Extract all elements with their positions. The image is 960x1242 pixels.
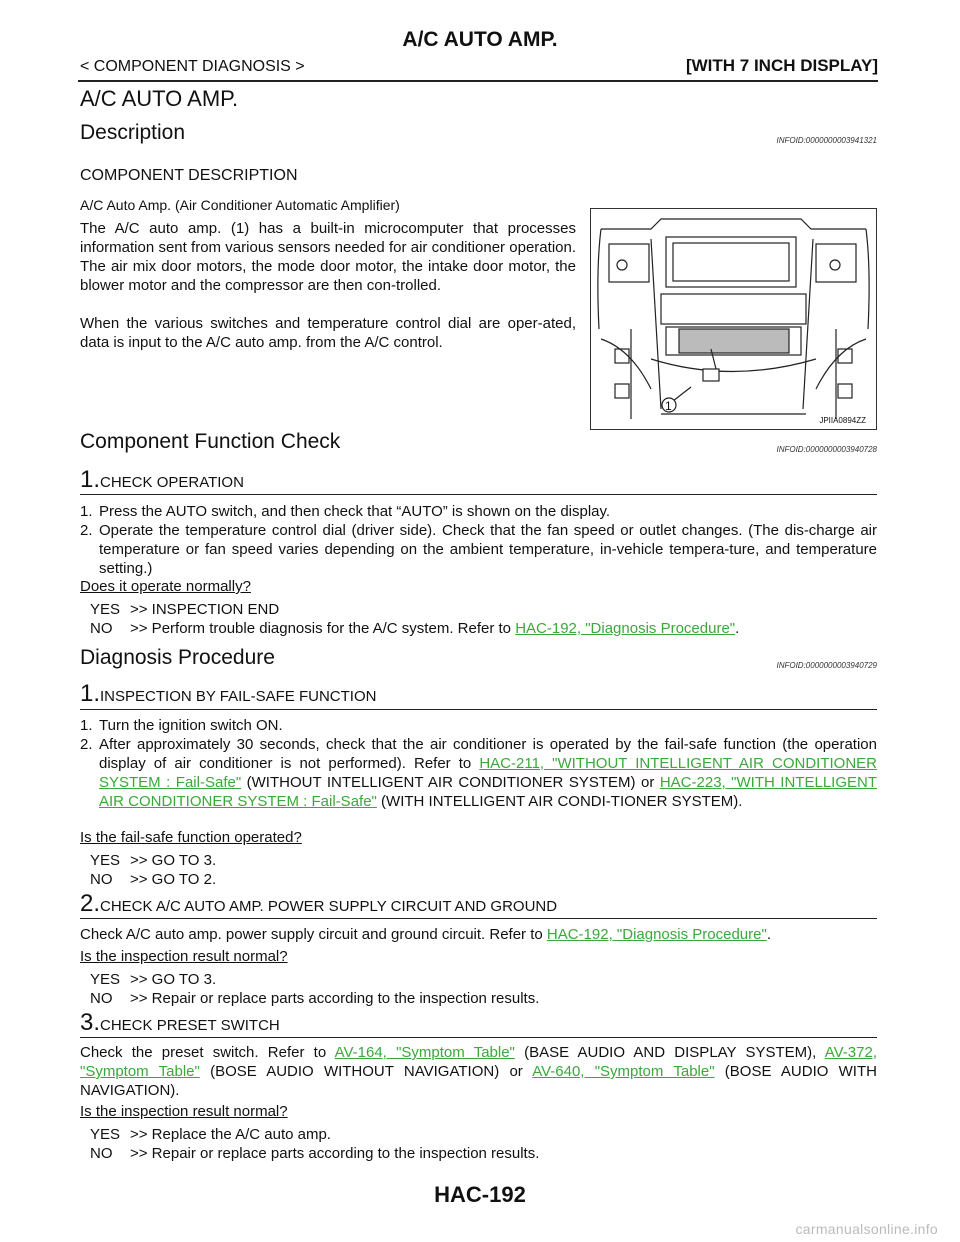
header-divider (78, 80, 878, 82)
diagnosis-step-1-question: Is the fail-safe function operated? (80, 829, 302, 846)
function-check-answers (90, 600, 739, 638)
list-item: 1. Press the AUTO switch, and then check that “AUTO” is shown on the display. (80, 503, 611, 520)
diagnosis-step-2-answers (90, 970, 539, 1008)
diagnosis-step-3-answers (90, 1125, 539, 1163)
watermark: carmanualsonline.info (795, 1221, 938, 1237)
model-label: [WITH 7 INCH DISPLAY] (685, 56, 878, 75)
answer-yes: YES >> GO TO 3. (90, 971, 217, 988)
answer-no: NO >> Repair or replace parts according to the inspection results. (90, 990, 540, 1007)
diagnosis-step-2-question: Is the inspection result normal? (80, 948, 288, 965)
page-code: HAC-192 (434, 1182, 526, 1207)
av-372-link[interactable]: AV-372, "Symptom Table" (80, 1044, 877, 1080)
av-164-link[interactable]: AV-164, "Symptom Table" (334, 1044, 515, 1061)
diagnosis-step-1-answers (90, 851, 216, 889)
list-item: 2. Operate the temperature control dial (driver side). Check that the fan speed or outlet changes. (The dis-charge air temperature or fan speed varies depending on the ambient temperature, in-vehicle tempera-ture, and temperature setting.) (80, 522, 877, 577)
diagnosis-procedure-link-2[interactable]: HAC-192, "Diagnosis Procedure" (546, 926, 767, 943)
function-check-question: Does it operate normally? (80, 578, 251, 595)
diagnosis-step-2-body: Check A/C auto amp. power supply circuit and ground circuit. Refer to HAC-192, "Diagnosis Procedure". (80, 926, 771, 943)
answer-no: NO >> Repair or replace parts according to the inspection results. (90, 1145, 540, 1162)
component-description-heading: COMPONENT DESCRIPTION (80, 167, 298, 184)
step-number: 2. (80, 890, 101, 917)
function-check-step-1 (80, 466, 244, 494)
answer-yes: YES >> Replace the A/C auto amp. (90, 1126, 331, 1143)
step-divider (80, 494, 877, 495)
breadcrumb: < COMPONENT DIAGNOSIS > (80, 58, 305, 75)
function-check-heading: Component Function Check (80, 430, 341, 453)
amp-unit-shape (679, 329, 789, 353)
diagnosis-infoid: INFOID:0000000003940729 (776, 661, 877, 670)
header-title: A/C AUTO AMP. (402, 28, 558, 51)
list-item: 1. Turn the ignition switch ON. (80, 717, 283, 734)
page-heading: A/C AUTO AMP. (80, 86, 239, 111)
diagnosis-procedure-link[interactable]: HAC-192, "Diagnosis Procedure" (515, 620, 736, 637)
diagnosis-step-3-body: Check the preset switch. Refer to AV-164, "Symptom Table" (BASE AUDIO AND DISPLAY SYSTEM), AV-372, "Symptom Table" (BOSE AUDIO WITHOUT NAVIGATION) or AV-640, "Symptom Table" (BOSE AUDIO WITH NAVIGATION). (80, 1044, 877, 1099)
function-check-infoid: INFOID:0000000003940728 (776, 445, 877, 454)
dashboard-illustration (591, 209, 876, 429)
callout-number: 1 (665, 399, 672, 413)
step-number: 3. (80, 1009, 101, 1036)
answer-no: NO >> Perform trouble diagnosis for the A/C system. Refer to HAC-192, "Diagnosis Procedure". (90, 620, 740, 637)
step-number: 1. (80, 466, 101, 493)
diagnosis-step-1 (80, 680, 376, 708)
step-divider (80, 918, 877, 919)
step-title: INSPECTION BY FAIL-SAFE FUNCTION (100, 688, 377, 705)
diagnosis-step-3-question: Is the inspection result normal? (80, 1103, 288, 1120)
diagnosis-step-2 (80, 890, 557, 918)
diagnosis-heading: Diagnosis Procedure (80, 646, 275, 669)
step-divider (80, 709, 877, 710)
answer-yes: YES >> GO TO 3. (90, 852, 217, 869)
description-heading: Description (80, 121, 186, 144)
description-para-2: When the various switches and temperature control dial are oper-ated, data is input to the A/C auto amp. from the A/C control. (80, 315, 576, 351)
figure-code: JPIIA0894ZZ (819, 416, 866, 425)
step-number: 1. (80, 680, 101, 707)
description-infoid: INFOID:0000000003941321 (776, 136, 877, 145)
list-item: 2. After approximately 30 seconds, check that the air conditioner is operated by the fail-safe function (the operation display of air conditioner is not performed). Refer to HAC-211, "WITHOUT INTELLIGENT AIR CONDITIONER SYSTEM : Fail-Safe" (WITHOUT INTELLIGENT AIR CONDITIONER SYSTEM) or HAC-223, "WITH INTELLIGENT AIR CONDITIONER SYSTEM : Fail-Safe" (WITH INTELLIGENT AIR CONDI-TIONER SYSTEM). (80, 736, 877, 810)
fail-safe-without-link[interactable]: HAC-211, "WITHOUT INTELLIGENT AIR CONDITIONER SYSTEM : Fail-Safe" (99, 755, 877, 791)
diagnosis-step-1-list (80, 716, 877, 811)
step-title: CHECK OPERATION (100, 474, 244, 491)
av-640-link[interactable]: AV-640, "Symptom Table" (532, 1063, 715, 1080)
diagnosis-step-3 (80, 1009, 280, 1037)
description-para-1: The A/C auto amp. (1) has a built-in microcomputer that processes information sent from various sensors needed for air conditioner operation. The air mix door motors, the mode door motor, the intake door motor, the blower motor and the compressor are then con-trolled. (80, 220, 576, 294)
function-check-list (80, 502, 877, 578)
answer-yes: YES >> INSPECTION END (90, 601, 280, 618)
step-title: CHECK A/C AUTO AMP. POWER SUPPLY CIRCUIT AND GROUND (100, 898, 558, 915)
step-title: CHECK PRESET SWITCH (100, 1017, 280, 1034)
component-name: A/C Auto Amp. (Air Conditioner Automatic Amplifier) (80, 197, 400, 213)
step-divider (80, 1037, 877, 1038)
amp-location-figure (590, 208, 877, 430)
fail-safe-with-link[interactable]: HAC-223, "WITH INTELLIGENT AIR CONDITIONER SYSTEM : Fail-Safe" (99, 774, 877, 810)
answer-no: NO >> GO TO 2. (90, 871, 217, 888)
